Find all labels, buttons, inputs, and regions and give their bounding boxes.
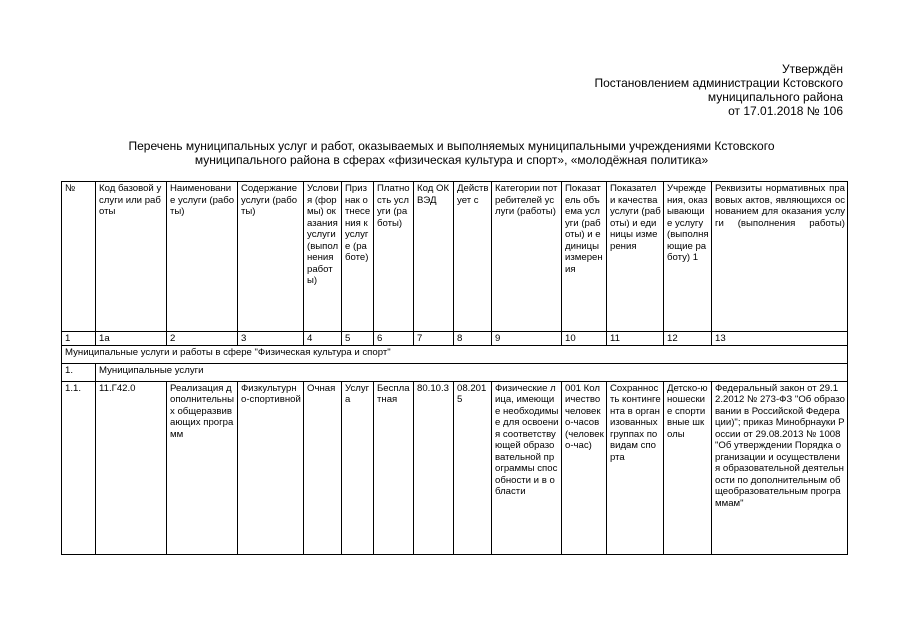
column-number: 1а bbox=[96, 332, 167, 346]
header-cell-okved: Код ОКВЭД bbox=[414, 182, 454, 332]
approval-line-2: Постановлением администрации Кстовского bbox=[594, 76, 843, 90]
column-number: 6 bbox=[374, 332, 414, 346]
header-cell-valid-from: Действует с bbox=[454, 182, 492, 332]
column-number: 12 bbox=[664, 332, 712, 346]
document-title bbox=[62, 139, 841, 167]
header-cell-attribute: Признак отнесения к услуге (работе) bbox=[342, 182, 374, 332]
row-consumers: Физические лица, имеющие необходимые для освоения соответствующей образовательной программы способности и в области bbox=[492, 381, 562, 554]
row-content: Физкультурно-спортивной bbox=[238, 381, 304, 554]
section-title: Муниципальные услуги и работы в сфере "Физическая культура и спорт" bbox=[62, 345, 848, 363]
column-number: 3 bbox=[238, 332, 304, 346]
row-quality: Сохранность контингента в организованных группах по видам спорта bbox=[607, 381, 664, 554]
column-number: 10 bbox=[562, 332, 607, 346]
section-row bbox=[62, 345, 848, 363]
header-cell-volume: Показатель объема услуги (работы) и единицы измерения bbox=[562, 182, 607, 332]
column-number: 9 bbox=[492, 332, 562, 346]
row-institutions: Детско-юношеские спортивные школы bbox=[664, 381, 712, 554]
row-attribute: Услуга bbox=[342, 381, 374, 554]
header-cell-regulations: Реквизиты нормативных правовых актов, являющихся основанием для оказания услуги (выполнения работы) bbox=[712, 182, 848, 332]
approval-block bbox=[594, 62, 843, 118]
header-cell-name: Наименование услуги (работы) bbox=[167, 182, 238, 332]
column-number: 2 bbox=[167, 332, 238, 346]
approval-line-1: Утверждён bbox=[781, 62, 843, 76]
table-row bbox=[62, 381, 848, 554]
row-payment: Бесплатная bbox=[374, 381, 414, 554]
column-number: 5 bbox=[342, 332, 374, 346]
column-number-row bbox=[62, 332, 848, 346]
row-code: 11.Г42.0 bbox=[96, 381, 167, 554]
row-service-name: Реализация дополнительных общеразвивающих программ bbox=[167, 381, 238, 554]
column-number: 8 bbox=[454, 332, 492, 346]
header-cell-conditions: Условия (формы) оказания услуги (выполнения работы) bbox=[304, 182, 342, 332]
header-cell-quality: Показатели качества услуги (работы) и единицы измерения bbox=[607, 182, 664, 332]
column-number: 1 bbox=[62, 332, 96, 346]
column-number: 13 bbox=[712, 332, 848, 346]
header-cell-payment: Платность услуги (работы) bbox=[374, 182, 414, 332]
row-regulations: Федеральный закон от 29.12.2012 № 273-ФЗ "Об образовании в Российской Федерации)"; приказ Минобрнауки России от 29.08.2013 № 1008 "Об утверждении Порядка организации и осуществления образовательной деятельности по дополнительным общеобразовательным программам" bbox=[712, 381, 848, 554]
column-number: 7 bbox=[414, 332, 454, 346]
header-cell-content: Содержание услуги (работы) bbox=[238, 182, 304, 332]
row-volume: 001 Количество человеко-часов (человеко-час) bbox=[562, 381, 607, 554]
title-line-2: муниципального района в сферах «физическая культура и спорт», «молодёжная политика» bbox=[194, 153, 709, 167]
subsection-title: Муниципальные услуги bbox=[96, 363, 848, 381]
column-number: 11 bbox=[607, 332, 664, 346]
approval-line-4: от 17.01.2018 № 106 bbox=[728, 104, 843, 118]
row-number: 1.1. bbox=[62, 381, 96, 554]
title-line-1: Перечень муниципальных услуг и работ, оказываемых и выполняемых муниципальными учреждениями Кстовского bbox=[128, 139, 775, 153]
services-table bbox=[61, 181, 848, 555]
column-number: 4 bbox=[304, 332, 342, 346]
header-cell-code: Код базовой услуги или работы bbox=[96, 182, 167, 332]
header-cell-consumers: Категории потребителей услуги (работы) bbox=[492, 182, 562, 332]
subsection-row bbox=[62, 363, 848, 381]
header-row bbox=[62, 182, 848, 332]
header-cell-number: № bbox=[62, 182, 96, 332]
row-okved: 80.10.3 bbox=[414, 381, 454, 554]
row-conditions: Очная bbox=[304, 381, 342, 554]
row-valid-from: 08.2015 bbox=[454, 381, 492, 554]
approval-line-3: муниципального района bbox=[707, 90, 843, 104]
header-cell-institutions: Учреждения, оказывающие услугу (выполняющие работу) 1 bbox=[664, 182, 712, 332]
subsection-number: 1. bbox=[62, 363, 96, 381]
